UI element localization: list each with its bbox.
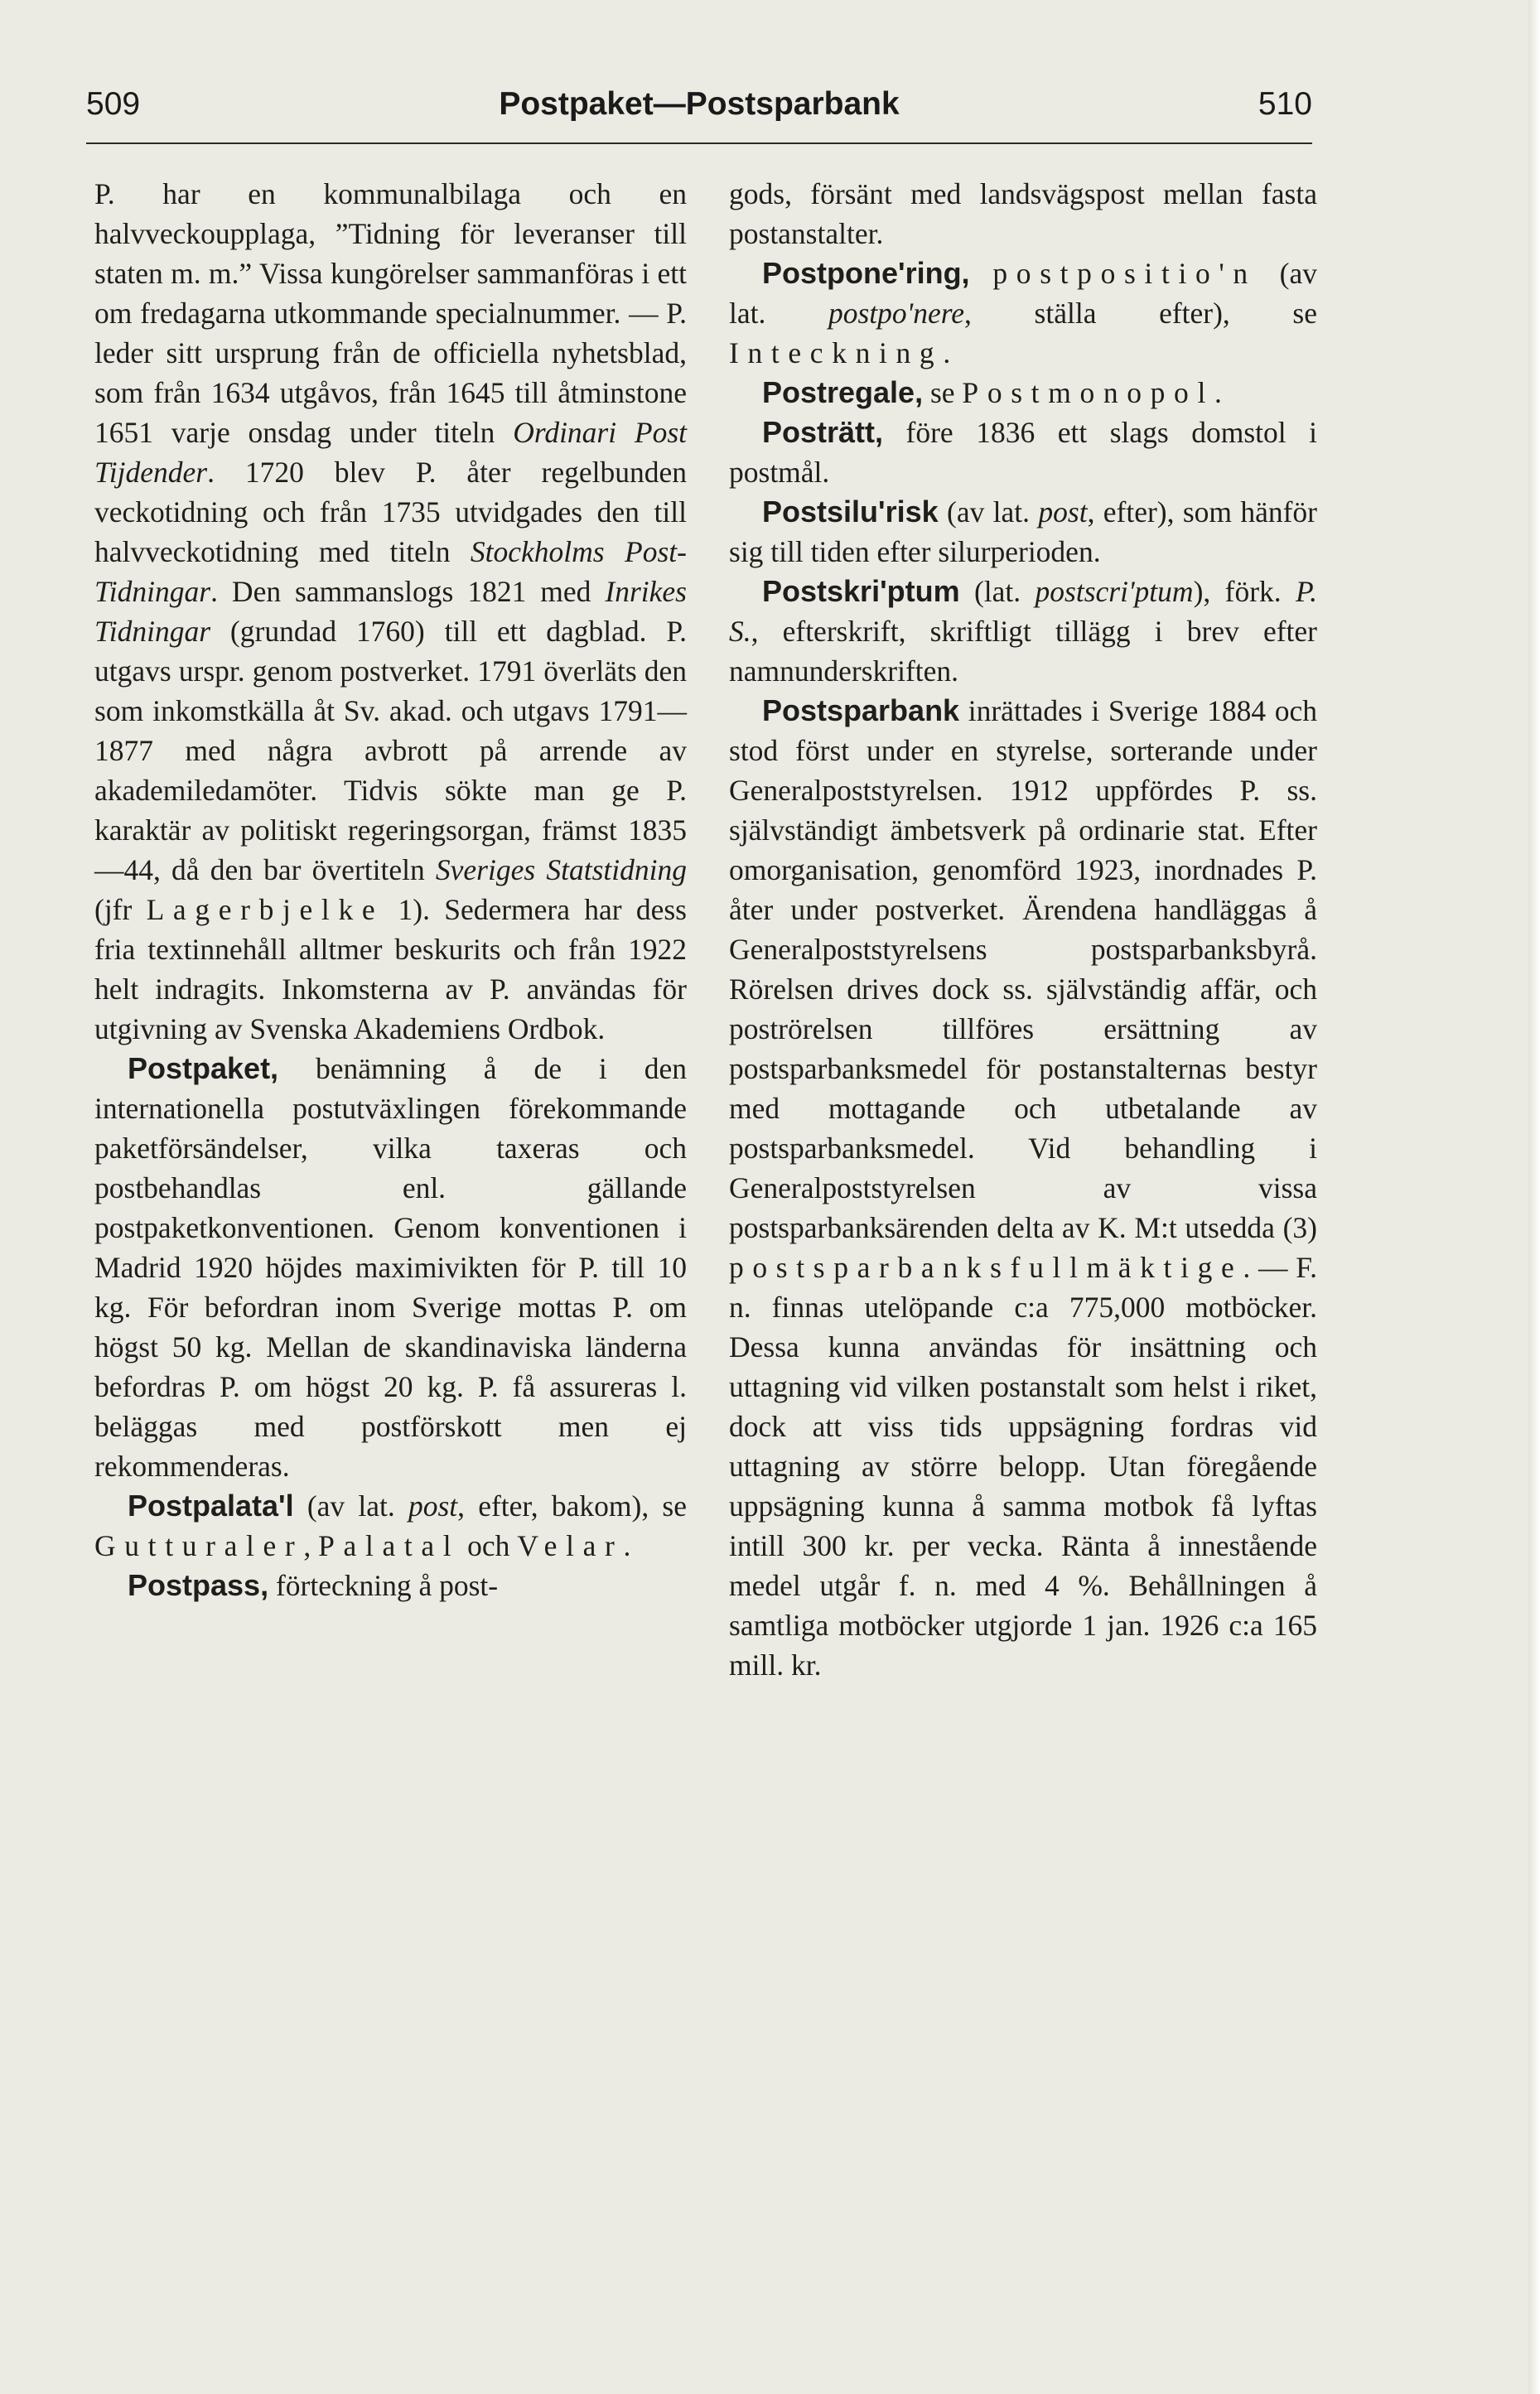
headword: Postregale, bbox=[762, 375, 924, 409]
cross-reference: Gutturaler bbox=[94, 1529, 304, 1562]
page-header bbox=[86, 86, 1312, 136]
entry-postpass-continued: gods, försänt med landsvägspost mellan fasta postanstalter. bbox=[729, 177, 1317, 250]
page-number-left: 509 bbox=[86, 86, 141, 122]
headword: Postpaket, bbox=[128, 1051, 279, 1085]
cross-reference: Inteckning bbox=[729, 336, 944, 369]
page-edge bbox=[1528, 0, 1540, 2394]
cross-reference: Lagerbjelke bbox=[146, 893, 384, 926]
entry-postsilurisk: Postsilu'risk (av lat. post, efter), som hänför sig till tiden efter silurperioden. bbox=[729, 495, 1318, 568]
headword: Postpone'ring, bbox=[762, 256, 970, 290]
header-rule bbox=[86, 142, 1312, 144]
page-number-right: 510 bbox=[1258, 86, 1312, 122]
entry-postpaket: Postpaket, benämning å de i den internationella postutväxlingen förekommande paketförsändelser, vilka taxeras och postbehandlas enl. gällande postpaketkonventionen. Genom konventionen i Madrid 1920 höjdes maximivikten för P. till 10 kg. För befordran inom Sverige mottas P. om högst 50 kg. Mellan de skandinaviska länderna befordras P. om högst 20 kg. P. få assureras l. beläggas med postförskott men ej rekommenderas. bbox=[94, 1051, 687, 1483]
entry-postskriptum: Postskri'ptum (lat. postscri'ptum), förk. P. S., efterskrift, skriftligt tillägg i brev efter namnunderskriften. bbox=[729, 574, 1317, 688]
entry-postregale: Postregale, se Postmonopol. bbox=[762, 375, 1222, 409]
entry-postsparbank: Postsparbank inrättades i Sverige 1884 och stod först under en styrelse, sorterande under Generalpoststyrelsen. 1912 uppfördes P. ss. självständigt ämbetsverk på ordinarie stat. Efter omorganisation, genomförd 1923, inordnades P. åter under postverket. Ärendena handläggas å Generalpoststyrelsens postsparbanksbyrå. Rörelsen drives dock ss. självständig affär, och poströrelsen tillföres ersättning av postsparbanksmedel för postanstalternas bestyr med mottagande och utbetalande av postsparbanksmedel. Vid behandling i Generalpoststyrelsen av vissa postsparbanksärenden delta av K. M:t utsedda (3) postsparbanksfullmäktige. — F. n. finnas utelöpande c:a 775,000 motböcker. Dessa kunna användas för insättning och uttagning vid vilken postanstalt som helst i riket, dock att viss tids uppsägning fordras vid uttagning av större belopp. Utan föregående uppsägning kunna å samma motbok få lyftas intill 300 kr. per vecka. Ränta å innestående medel utgår f. n. med 4 %. Behållningen å samtliga motböcker utgjorde 1 jan. 1926 c:a 165 mill. kr. bbox=[729, 693, 1317, 1682]
entry-postponering: Postpone'ring, postpositio'n (av lat. postpo'nere, ställa efter), se Inteckning. bbox=[729, 256, 1317, 369]
cross-reference: Postmonopol bbox=[962, 376, 1214, 409]
entry-postpalatal: Postpalata'l (av lat. post, efter, bakom), se Gutturaler, Palatal och Velar. bbox=[94, 1489, 687, 1562]
headword: Posträtt, bbox=[762, 415, 884, 449]
entry-postratt: Posträtt, före 1836 ett slags domstol i postmål. bbox=[729, 415, 1317, 489]
entry-post-och-inrikes-tidningar-continued: P. har en kommunalbilaga och en halvveckoupplaga, ”Tidning för leveranser till staten m. m.” Vissa kungörelser sammanföras i ett om fredagarna utkommande specialnummer. — P. leder sitt ursprung från de officiella nyhetsblad, som från 1634 utgåvos, från 1645 till åtminstone 1651 varje onsdag under titeln Ordinari Post Tijdender. 1720 blev P. åter regelbunden veckotidning och från 1735 utvidgades den till halvveckotidning med titeln Stockholms Post-Tidningar. Den sammanslogs 1821 med Inrikes Tidningar (grundad 1760) till ett dagblad. P. utgavs urspr. genom postverket. 1791 överläts den som inkomstkälla åt Sv. akad. och utgavs 1791—1877 med några avbrott på arrende av akademiledamöter. Tidvis sökte man ge P. karaktär av politiskt regeringsorgan, främst 1835—44, då den bar övertiteln Sveriges Statstidning (jfr Lagerbjelke 1). Sedermera har dess fria textinnehåll alltmer beskurits och från 1922 helt indragits. Inkomsterna av P. användas för utgivning av Svenska Akademiens Ordbok. bbox=[94, 177, 687, 1045]
running-title: Postpaket—Postsparbank bbox=[499, 86, 900, 122]
headword: Postpalata'l bbox=[128, 1489, 294, 1523]
entry-postpass: Postpass, förteckning å post- bbox=[128, 1568, 499, 1602]
cross-reference: Palatal bbox=[318, 1529, 461, 1562]
headword: Postsilu'risk bbox=[762, 495, 939, 529]
cross-reference: Velar bbox=[517, 1529, 624, 1562]
headword: Postskri'ptum bbox=[762, 574, 960, 608]
left-column bbox=[94, 174, 687, 1605]
headword: Postsparbank bbox=[762, 693, 960, 727]
right-column bbox=[729, 174, 1317, 1685]
headword: Postpass, bbox=[128, 1568, 269, 1602]
